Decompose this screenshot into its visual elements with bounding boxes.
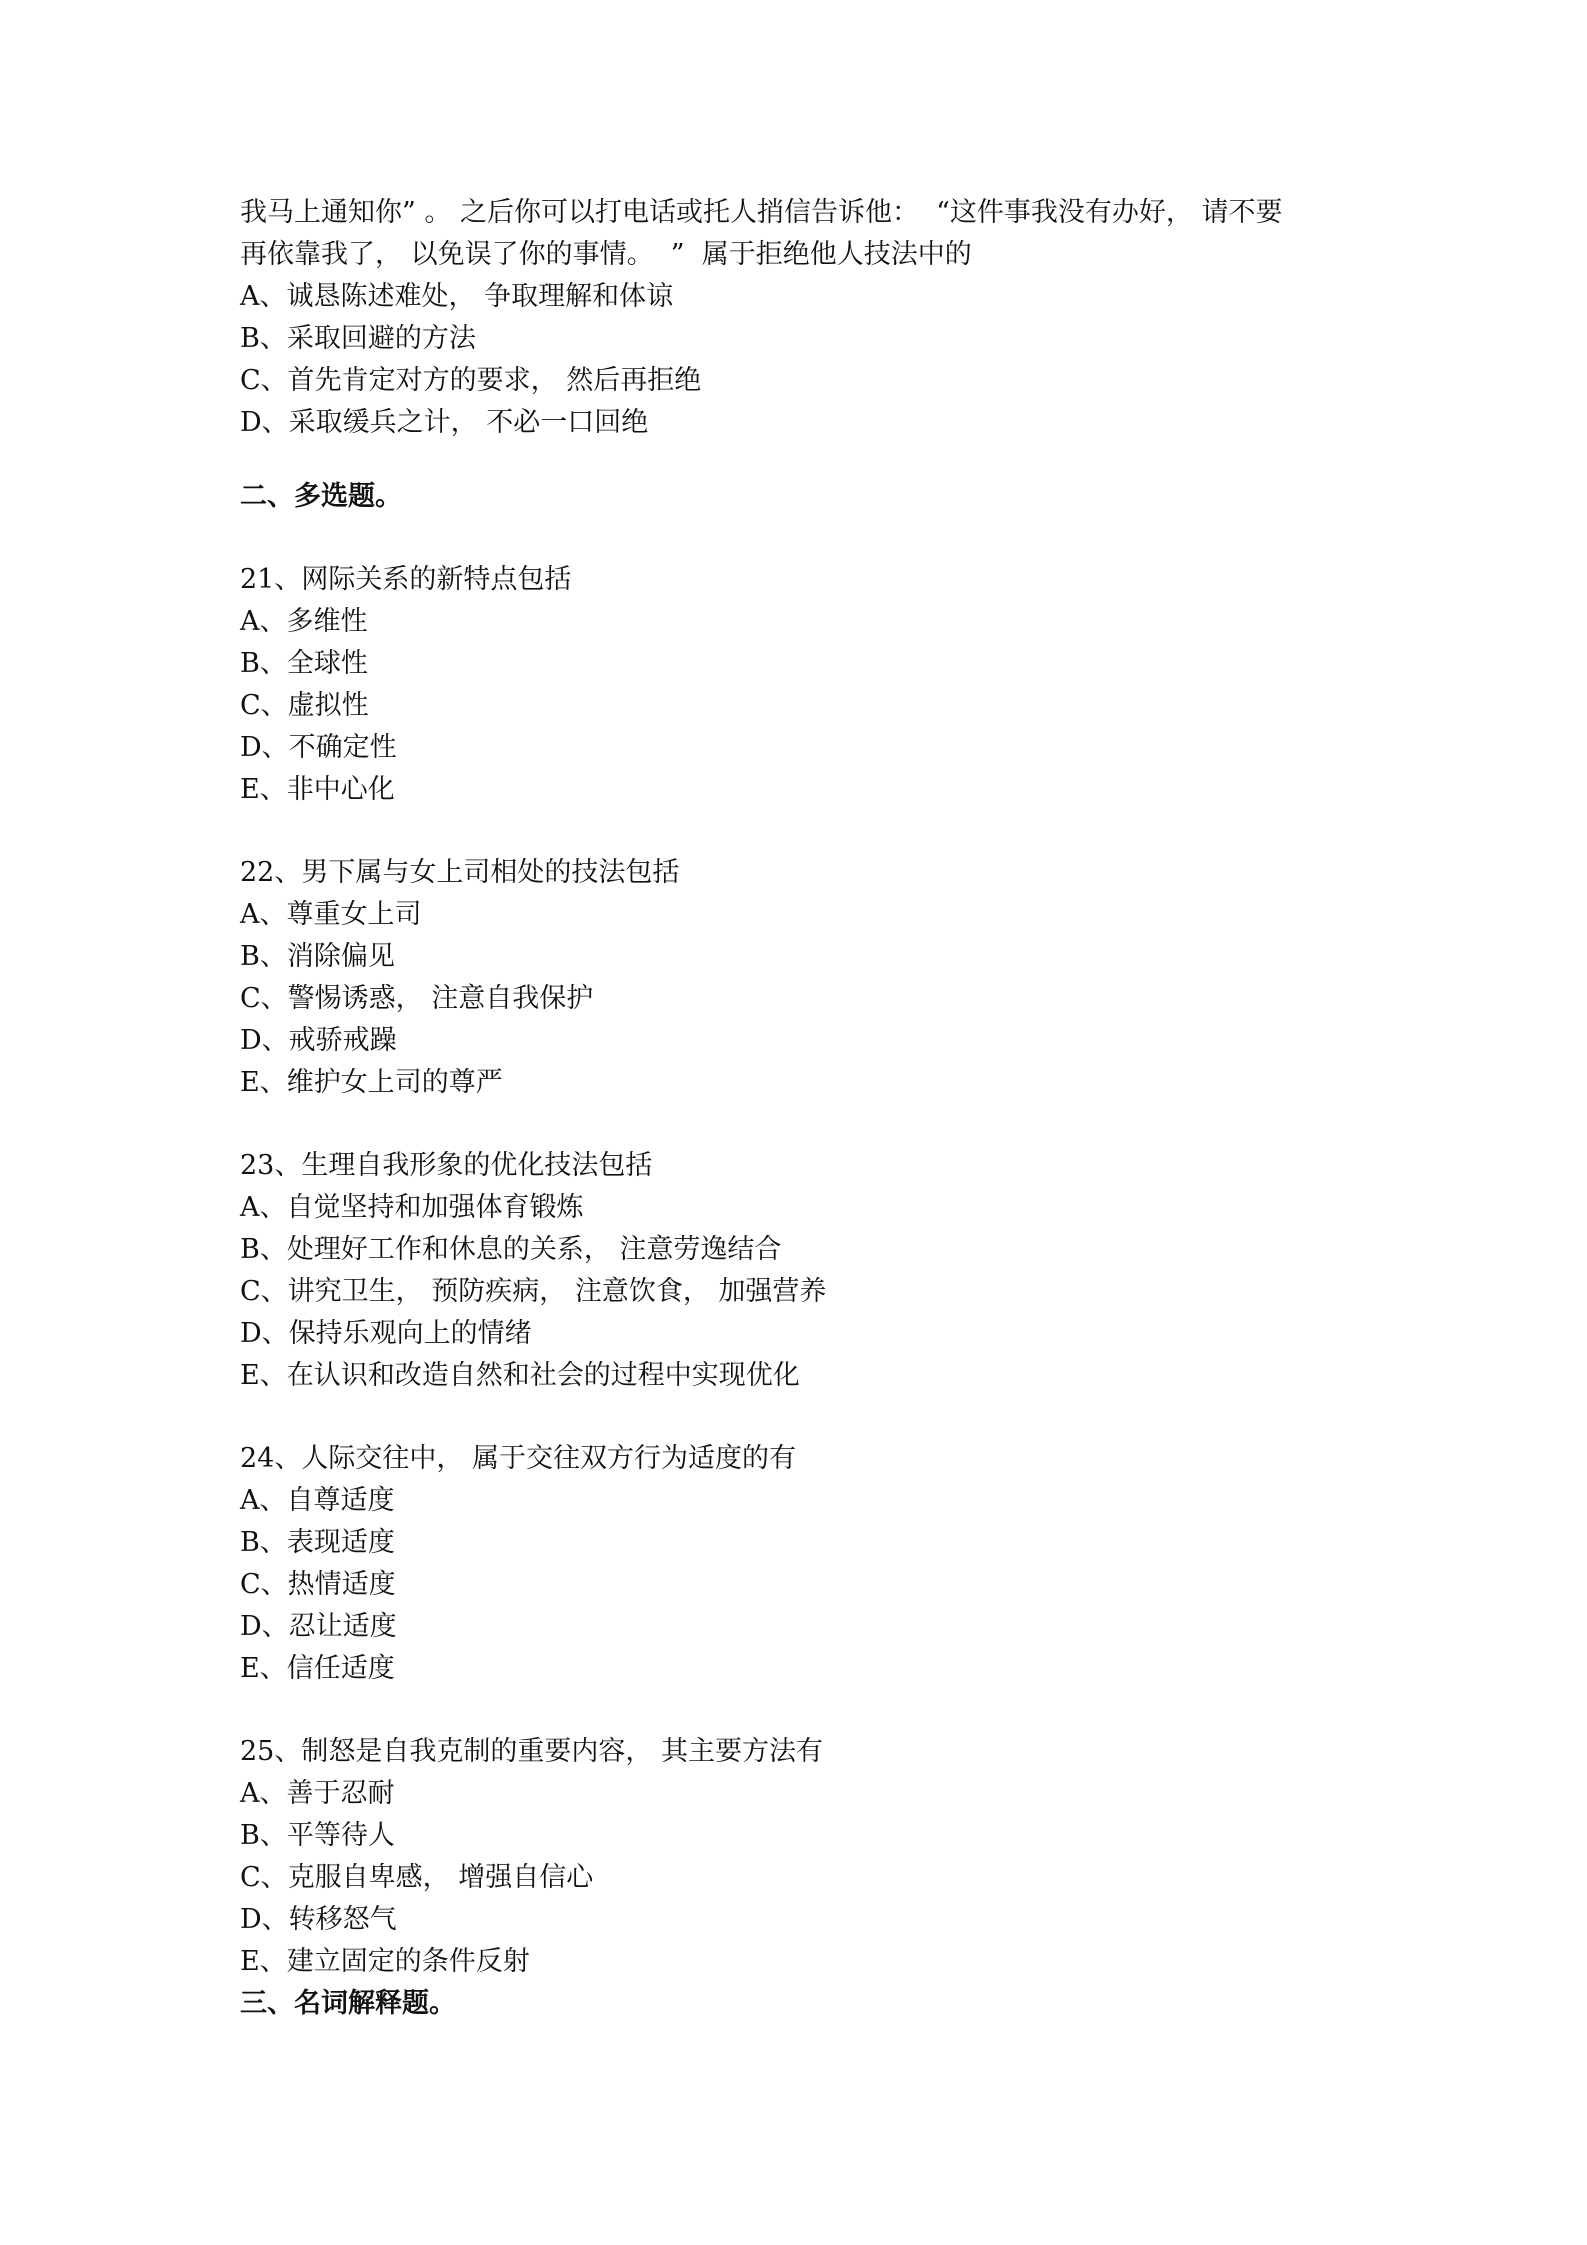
question-stem: 23、生理自我形象的优化技法包括 <box>240 1150 653 1181</box>
option-d: D、保持乐观向上的情绪 <box>240 1318 532 1349</box>
option-b: B、平等待人 <box>240 1820 395 1851</box>
option-c: C、热情适度 <box>240 1569 396 1600</box>
section-title-term-definitions: 三、名词解释题。 <box>240 1988 456 2019</box>
option-a: A、尊重女上司 <box>240 899 422 930</box>
option-b: B、全球性 <box>240 648 368 679</box>
question-stem: 22、男下属与女上司相处的技法包括 <box>240 857 680 888</box>
option-b: B、采取回避的方法 <box>240 323 476 354</box>
option-a: A、自觉坚持和加强体育锻炼 <box>240 1192 584 1223</box>
option-a: A、多维性 <box>240 606 368 637</box>
option-a: A、自尊适度 <box>240 1485 395 1516</box>
option-d: D、忍让适度 <box>240 1611 397 1642</box>
option-d: D、转移怒气 <box>240 1904 397 1935</box>
question-stem-line: 我马上通知你” 。 之后你可以打电话或托人捎信告诉他： “这件事我没有办好， 请不要 <box>240 197 1283 228</box>
document-page <box>240 192 1360 2025</box>
section-title-multiple-choice: 二、多选题。 <box>240 481 402 512</box>
option-d: D、采取缓兵之计， 不必一口回绝 <box>240 407 649 438</box>
option-d: D、戒骄戒躁 <box>240 1025 397 1056</box>
option-a: A、诚恳陈述难处， 争取理解和体谅 <box>240 281 674 312</box>
option-c: C、警惕诱惑， 注意自我保护 <box>240 983 594 1014</box>
question-23 <box>240 1145 1360 1397</box>
intro-question <box>240 192 1360 444</box>
option-d: D、不确定性 <box>240 732 397 763</box>
option-e: E、非中心化 <box>240 774 395 805</box>
question-24 <box>240 1438 1360 1690</box>
question-stem: 21、网际关系的新特点包括 <box>240 564 572 595</box>
option-e: E、信任适度 <box>240 1653 395 1684</box>
option-c: C、克服自卑感， 增强自信心 <box>240 1862 594 1893</box>
question-25 <box>240 1731 1360 1983</box>
question-stem: 24、人际交往中， 属于交往双方行为适度的有 <box>240 1443 796 1474</box>
option-b: B、表现适度 <box>240 1527 395 1558</box>
option-c: C、首先肯定对方的要求， 然后再拒绝 <box>240 365 702 396</box>
question-stem-line: 再依靠我了， 以免误了你的事情。 ” 属于拒绝他人技法中的 <box>240 239 972 270</box>
question-stem: 25、制怒是自我克制的重要内容， 其主要方法有 <box>240 1736 823 1767</box>
question-21 <box>240 559 1360 811</box>
option-e: E、维护女上司的尊严 <box>240 1067 503 1098</box>
option-e: E、在认识和改造自然和社会的过程中实现优化 <box>240 1360 800 1391</box>
option-c: C、虚拟性 <box>240 690 369 721</box>
option-e: E、建立固定的条件反射 <box>240 1946 530 1977</box>
option-b: B、消除偏见 <box>240 941 395 972</box>
option-c: C、讲究卫生， 预防疾病， 注意饮食， 加强营养 <box>240 1276 827 1307</box>
option-b: B、处理好工作和休息的关系， 注意劳逸结合 <box>240 1234 782 1265</box>
question-22 <box>240 852 1360 1104</box>
option-a: A、善于忍耐 <box>240 1778 395 1809</box>
